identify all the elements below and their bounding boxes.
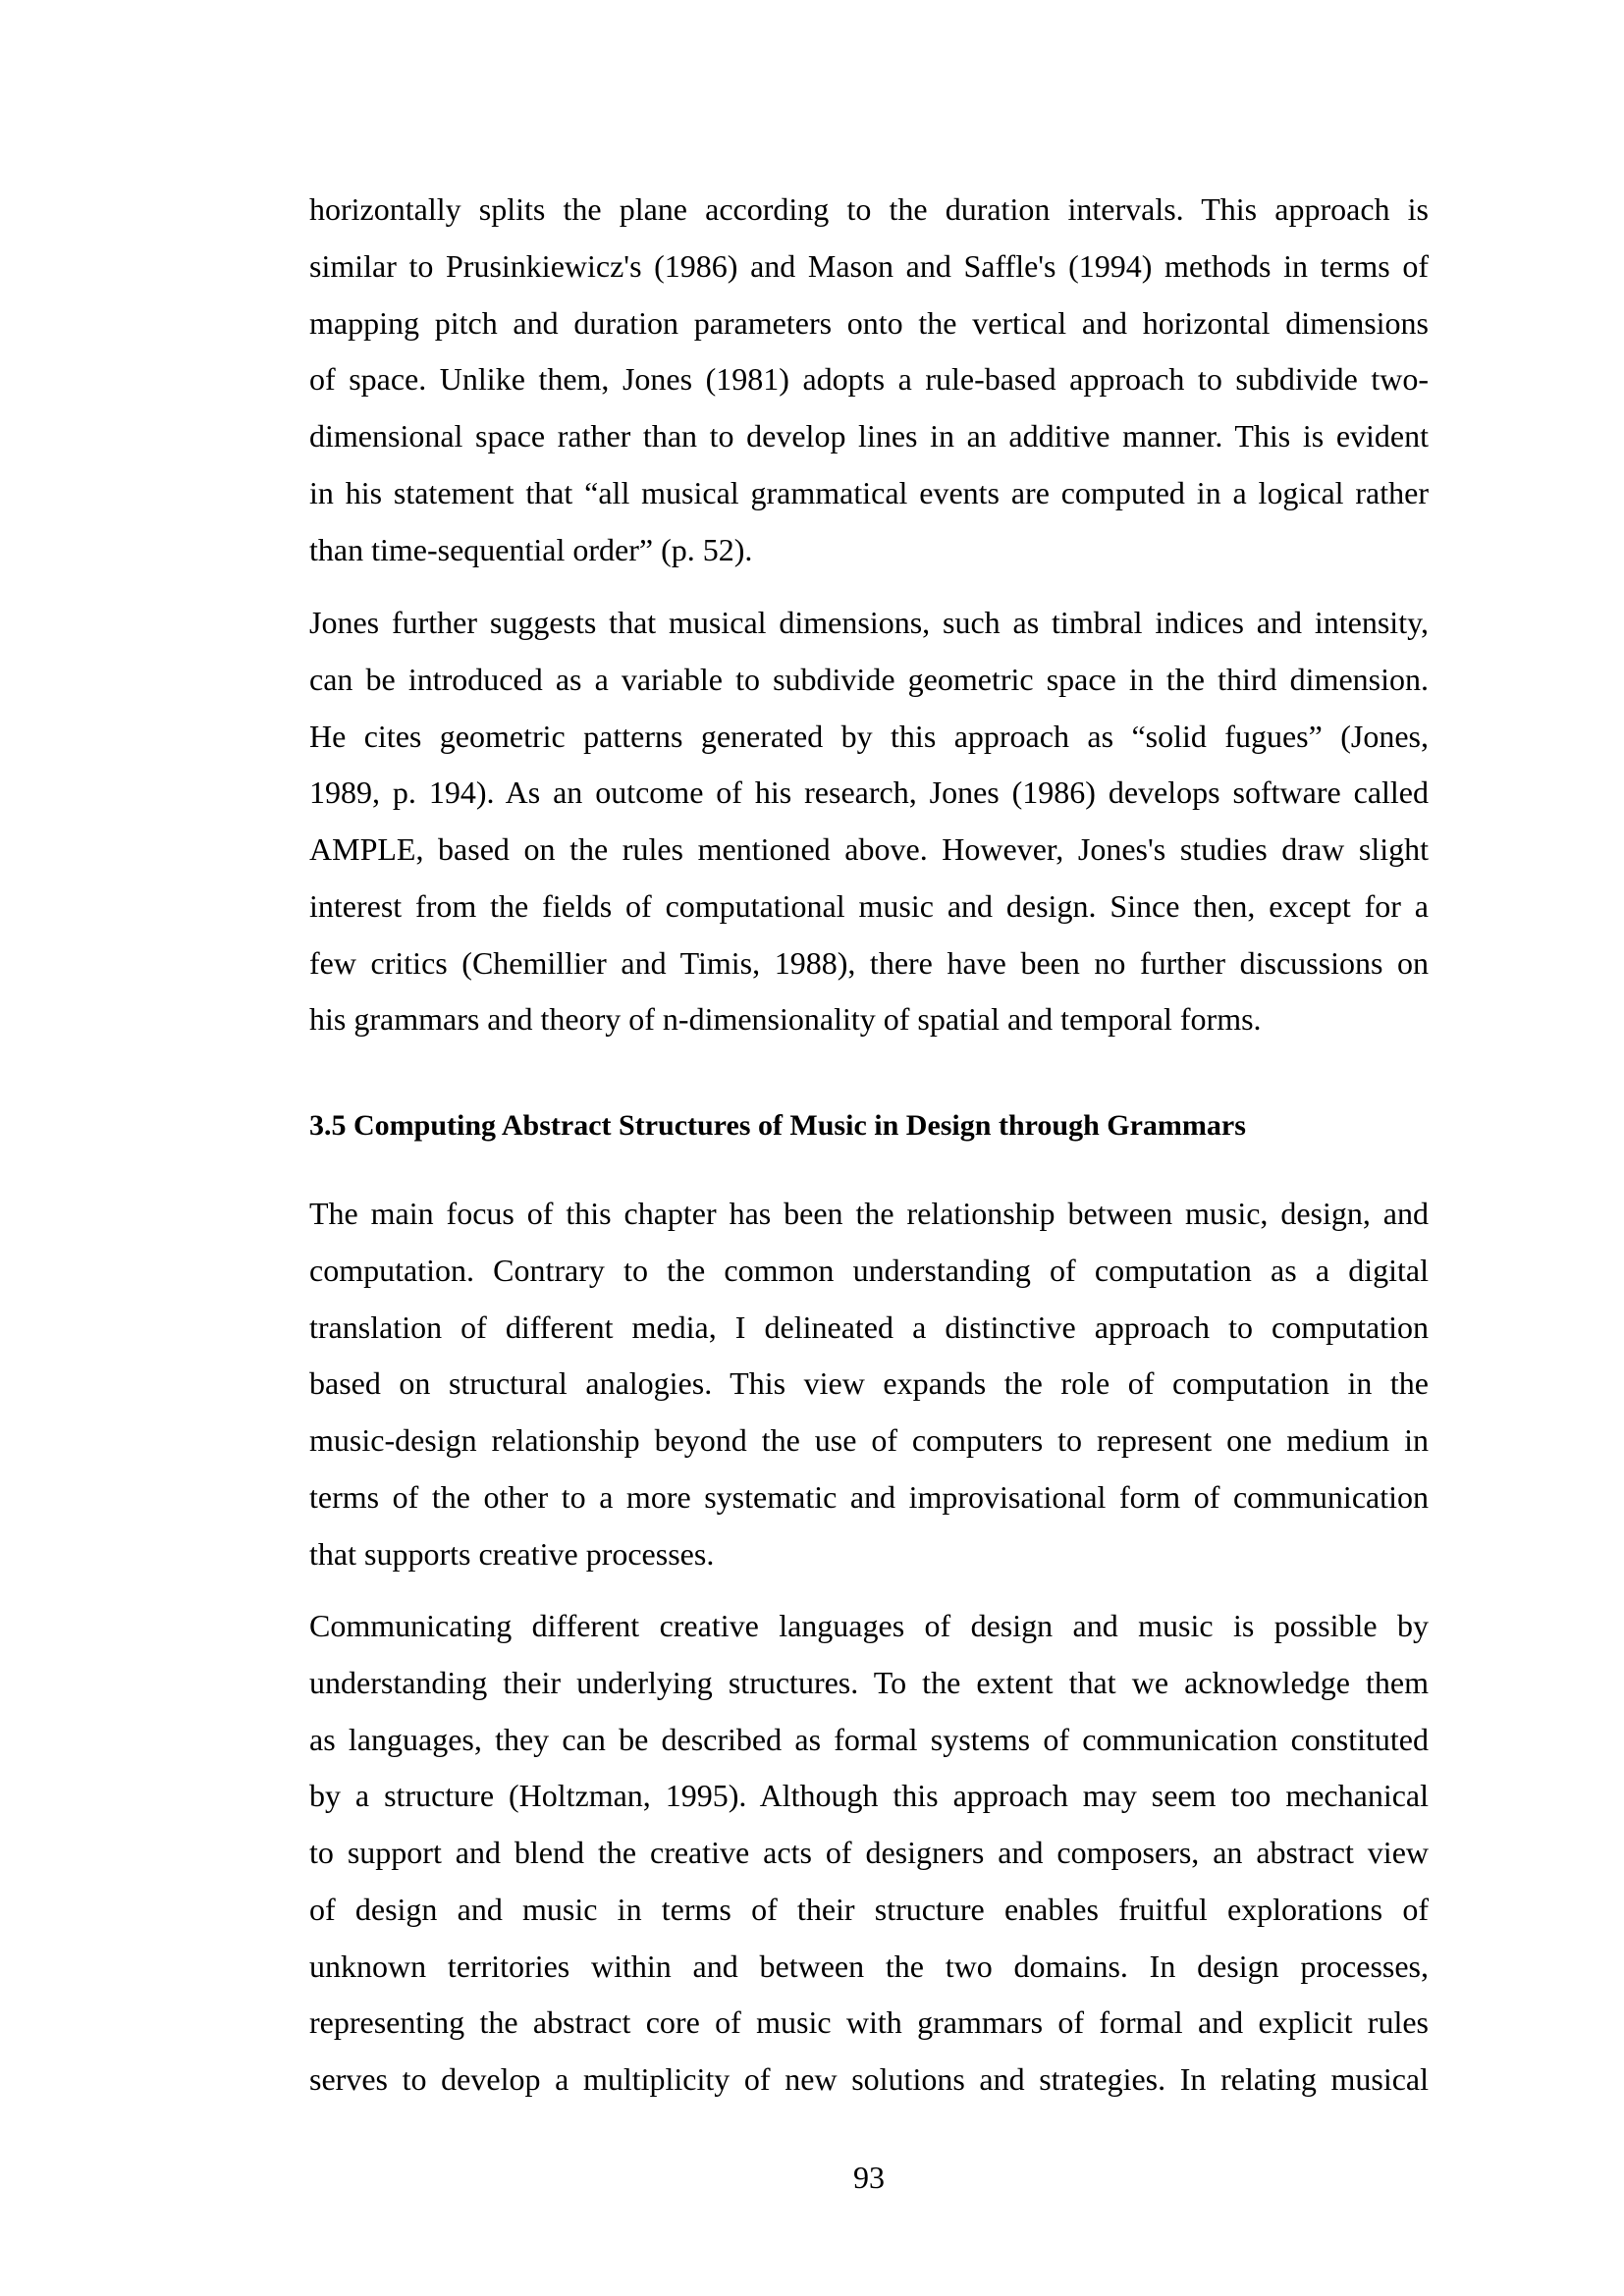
- text-line: music-design relationship beyond the use of computers to represent one medium in: [309, 1422, 1429, 1459]
- text-line: Communicating different creative languages of design and music is possible by: [309, 1608, 1429, 1644]
- text-line: representing the abstract core of music with grammars of formal and explicit rules: [309, 2004, 1429, 2041]
- section-heading: 3.5 Computing Abstract Structures of Music in Design through Grammars: [309, 1109, 1246, 1142]
- text-line: serves to develop a multiplicity of new solutions and strategies. In relating musical: [309, 2060, 1429, 2097]
- paragraph-1: [309, 182, 1429, 578]
- text-line: few critics (Chemillier and Timis, 1988), there have been no further discussions on: [309, 944, 1429, 981]
- text-line: interest from the fields of computational music and design. Since then, except for a: [309, 887, 1429, 924]
- text-line: than time-sequential order” (p. 52).: [309, 531, 753, 567]
- text-line: Jones further suggests that musical dimensions, such as timbral indices and intensity,: [309, 605, 1429, 641]
- text-line: in his statement that “all musical grammatical events are computed in a logical rather: [309, 474, 1429, 510]
- text-line: translation of different media, I delineated a distinctive approach to computation: [309, 1308, 1429, 1345]
- text-line: of design and music in terms of their structure enables fruitful explorations of: [309, 1891, 1429, 1927]
- text-line: to support and blend the creative acts of designers and composers, an abstract view: [309, 1835, 1429, 1871]
- text-line: that supports creative processes.: [309, 1535, 715, 1572]
- text-line: 1989, p. 194). As an outcome of his research, Jones (1986) develops software called: [309, 774, 1429, 811]
- text-line: by a structure (Holtzman, 1995). Although this approach may seem too mechanical: [309, 1778, 1429, 1814]
- text-line: horizontally splits the plane according to the duration intervals. This approach is: [309, 191, 1429, 228]
- text-line: dimensional space rather than to develop lines in an additive manner. This is evident: [309, 418, 1429, 454]
- text-line: based on structural analogies. This view expands the role of computation in the: [309, 1365, 1429, 1402]
- page-number: 93: [853, 2160, 885, 2196]
- text-line: similar to Prusinkiewicz's (1986) and Mason and Saffle's (1994) methods in terms of: [309, 248, 1429, 285]
- paragraph-2: [309, 595, 1429, 1048]
- text-line: AMPLE, based on the rules mentioned above. However, Jones's studies draw slight: [309, 831, 1429, 868]
- text-line: as languages, they can be described as formal systems of communication constituted: [309, 1721, 1429, 1757]
- paragraph-4: [309, 1598, 1429, 2108]
- text-line: He cites geometric patterns generated by this approach as “solid fugues” (Jones,: [309, 718, 1429, 754]
- text-line: his grammars and theory of n-dimensionality of spatial and temporal forms.: [309, 1001, 1262, 1038]
- text-line: computation. Contrary to the common understanding of computation as a digital: [309, 1253, 1429, 1289]
- text-line: mapping pitch and duration parameters onto the vertical and horizontal dimensions: [309, 304, 1429, 341]
- text-line: of space. Unlike them, Jones (1981) adopts a rule-based approach to subdivide two-: [309, 361, 1429, 398]
- text-line: terms of the other to a more systematic and improvisational form of communication: [309, 1478, 1429, 1515]
- text-line: can be introduced as a variable to subdivide geometric space in the third dimension.: [309, 662, 1429, 698]
- text-line: understanding their underlying structures. To the extent that we acknowledge them: [309, 1665, 1429, 1701]
- paragraph-3: [309, 1186, 1429, 1582]
- text-line: unknown territories within and between the two domains. In design processes,: [309, 1948, 1429, 1984]
- text-line: The main focus of this chapter has been the relationship between music, design, and: [309, 1196, 1429, 1232]
